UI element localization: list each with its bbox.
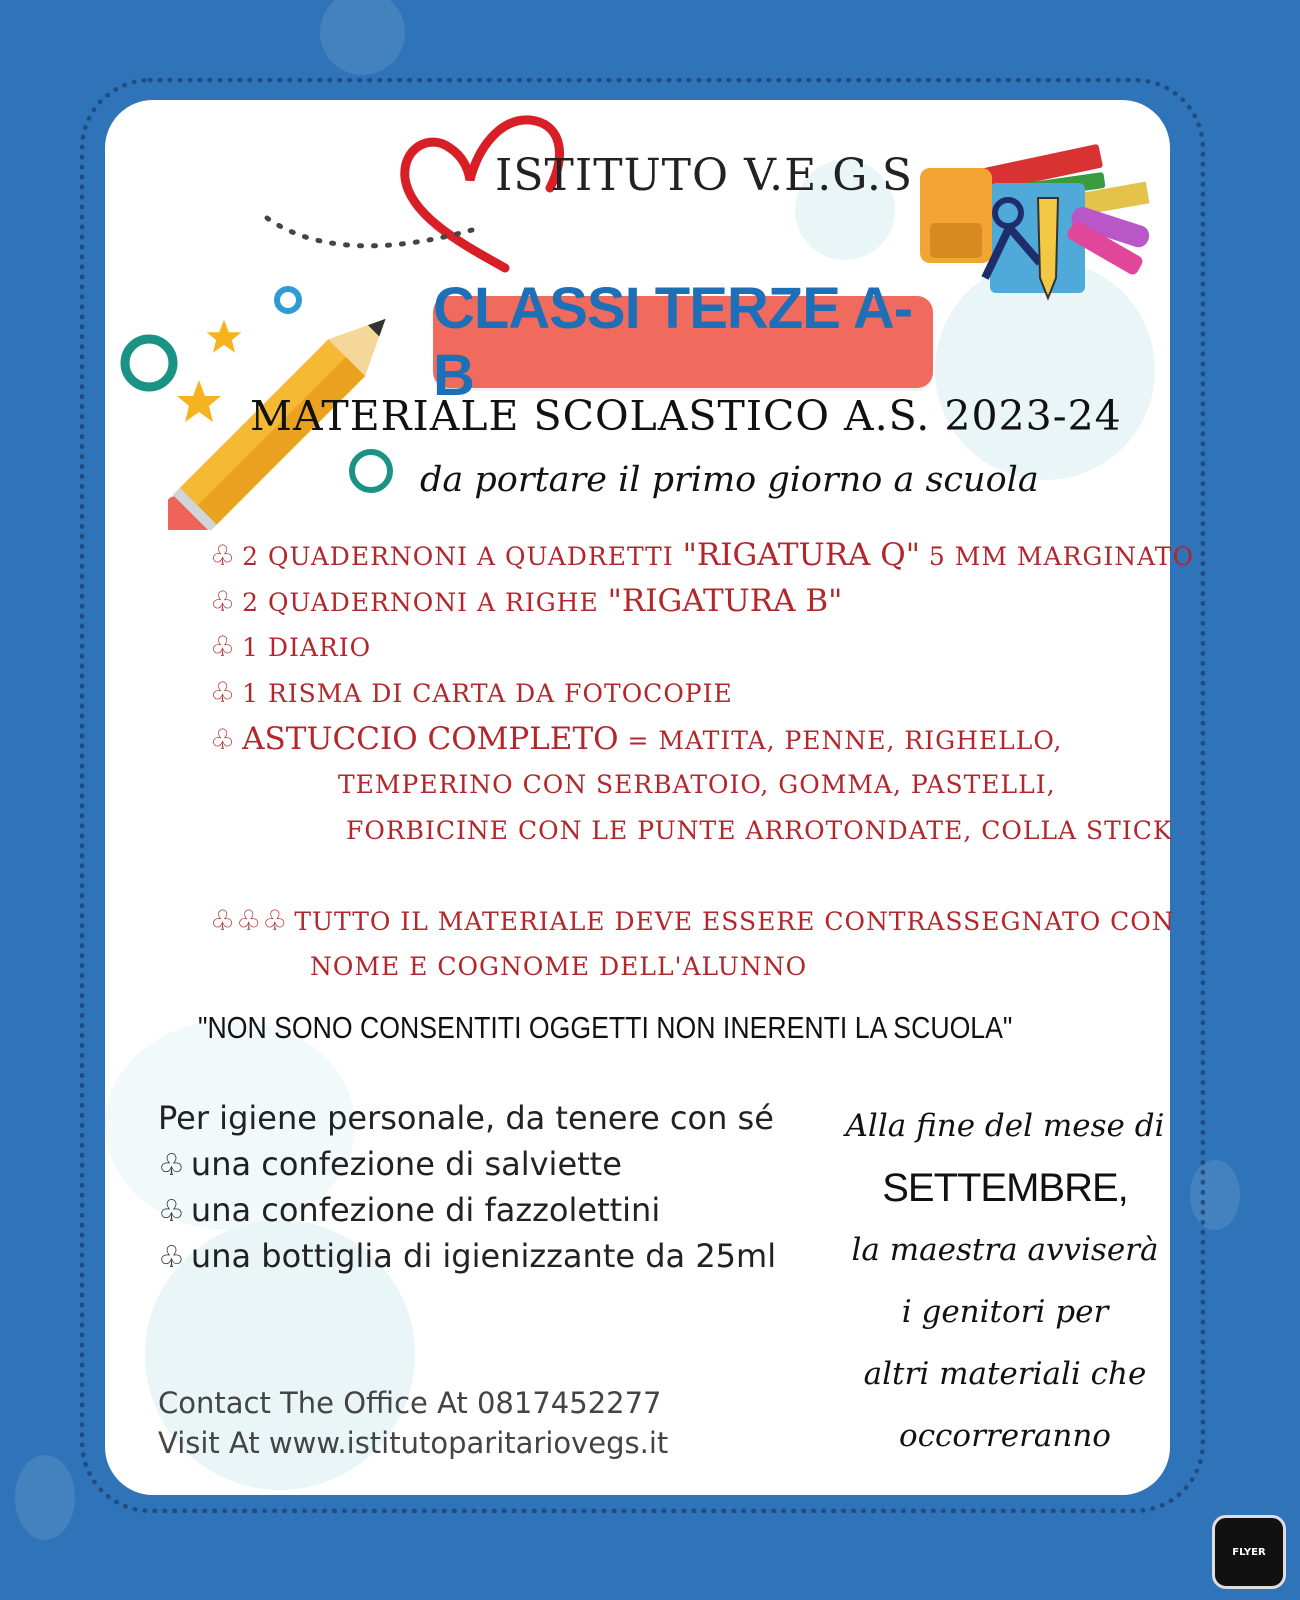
club-icon: ♧: [210, 585, 237, 618]
background-bubble: [15, 1455, 75, 1540]
notice-line: occorreranno: [899, 1418, 1111, 1454]
institute-title: ISTITUTO V.E.G.S: [495, 150, 913, 201]
warning-text: "NON SONO CONSENTITI OGGETTI NON INERENTI LA SCUOLA": [198, 1010, 1013, 1045]
list-item: ♧ 1 DIARIO: [210, 630, 372, 663]
dotted-arc: [262, 210, 482, 280]
list-item-continuation: TEMPERINO CON SERBATOIO, GOMMA, PASTELLI,: [338, 770, 1056, 799]
hygiene-section: [158, 1095, 776, 1279]
list-item-continuation: FORBICINE CON LE PUNTE ARROTONDATE, COLLA STICK: [346, 816, 1173, 845]
september-notice: [835, 1095, 1175, 1467]
club-icon: ♧: [210, 539, 237, 572]
club-icon: ♧: [210, 723, 237, 756]
club-icon: ♧: [158, 1148, 185, 1183]
notice-line: i genitori per: [901, 1294, 1109, 1330]
subtitle: da portare il primo giorno a scuola: [420, 460, 1039, 500]
list-item: ♧ 2 QUADERNONI A RIGHE "RIGATURA B": [210, 583, 843, 619]
ring-icon: [346, 446, 396, 496]
contact-info: [158, 1383, 668, 1463]
hygiene-item: ♧ una confezione di salviette: [158, 1145, 622, 1183]
club-icon: ♧♧♧: [210, 904, 289, 937]
list-item: ♧ 2 QUADERNONI A QUADRETTI "RIGATURA Q" 5 MM MARGINATO: [210, 537, 1194, 573]
club-icon: ♧: [158, 1194, 185, 1229]
contact-website: Visit At www.istitutoparitariovegs.it: [158, 1426, 669, 1460]
club-icon: ♧: [158, 1240, 185, 1275]
list-item: ♧ 1 RISMA DI CARTA DA FOTOCOPIE: [210, 676, 733, 709]
notice-month: SETTEMBRE,: [882, 1166, 1128, 1210]
list-item: ♧ ASTUCCIO COMPLETO = MATITA, PENNE, RIGHELLO,: [210, 721, 1063, 757]
background-bubble: [320, 0, 405, 75]
club-icon: ♧: [210, 676, 237, 709]
class-banner: [433, 276, 933, 408]
club-icon: ♧: [210, 630, 237, 663]
star-icon: [175, 378, 223, 426]
hygiene-heading: Per igiene personale, da tenere con sé: [158, 1099, 774, 1137]
hygiene-item: ♧ una confezione di fazzolettini: [158, 1191, 661, 1229]
notice-line: altri materiali che: [863, 1356, 1147, 1392]
notice-line: la maestra avviserà: [851, 1232, 1159, 1268]
hygiene-item: ♧ una bottiglia di igienizzante da 25ml: [158, 1237, 777, 1275]
supply-list: [210, 532, 1194, 990]
note-line: NOME E COGNOME DELL'ALUNNO: [310, 952, 808, 981]
flyer-logo: [1212, 1515, 1286, 1589]
school-supplies-icon: [920, 128, 1155, 308]
class-label: CLASSI TERZE A-B: [433, 276, 913, 408]
notice-line: Alla fine del mese di: [845, 1108, 1165, 1144]
flyer-logo-text: FLYER: [1232, 1546, 1266, 1558]
star-icon: [205, 318, 243, 356]
ring-icon: [272, 284, 304, 316]
contact-phone: Contact The Office At 0817452277: [158, 1386, 662, 1420]
material-title: MATERIALE SCOLASTICO A.S. 2023-24: [250, 392, 1122, 440]
ring-icon: [118, 332, 180, 394]
note-line: ♧♧♧ TUTTO IL MATERIALE DEVE ESSERE CONTRASSEGNATO CON: [210, 904, 1175, 937]
